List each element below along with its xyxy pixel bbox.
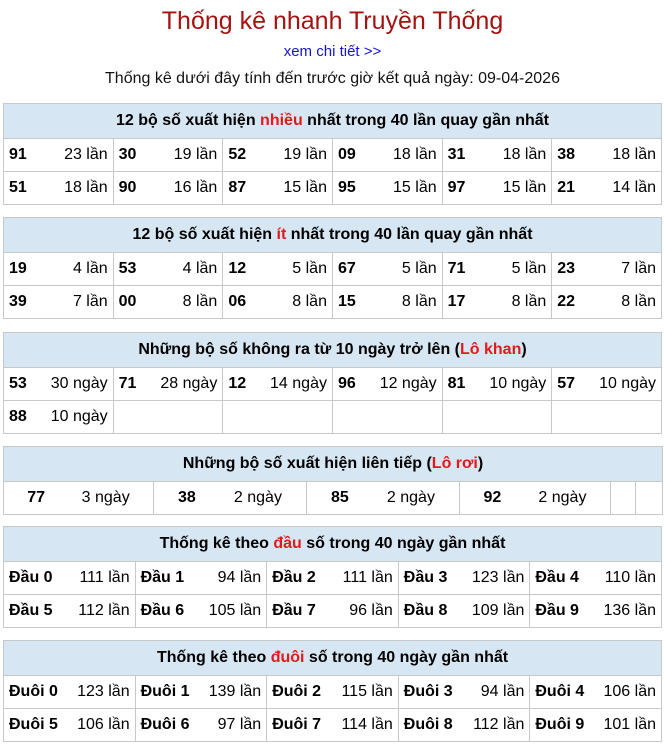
table-row xyxy=(4,286,662,319)
stat-cell xyxy=(552,253,662,286)
number-value: 00 xyxy=(118,293,137,310)
number-value: 77 xyxy=(27,489,46,506)
count-value: 5 lần xyxy=(292,260,327,277)
number-value: Đầu 9 xyxy=(535,602,579,619)
count-value: 5 lần xyxy=(511,260,547,277)
stat-cell xyxy=(552,401,662,434)
count-value: 111 lần xyxy=(342,569,393,586)
count-value: 106 lần xyxy=(603,683,656,700)
count-value: 18 lần xyxy=(393,146,437,163)
count-value: 136 lần xyxy=(603,602,656,619)
lo-roi-table xyxy=(3,446,663,515)
number-value: 96 xyxy=(337,375,356,392)
stat-cell xyxy=(530,676,662,709)
stat-cell xyxy=(398,595,530,628)
count-value: 94 lần xyxy=(217,569,262,586)
stat-cell xyxy=(552,139,662,172)
heading-text: 12 bộ số xuất hiện xyxy=(116,112,261,129)
count-value: 115 lần xyxy=(341,683,393,700)
number-value: 21 xyxy=(557,179,576,196)
stat-cell xyxy=(442,286,552,319)
heading-highlight: ít xyxy=(276,226,287,243)
lo-roi-heading xyxy=(4,447,663,482)
stat-cell xyxy=(223,172,333,205)
count-value: 111 lần xyxy=(79,569,130,586)
stat-cell xyxy=(267,676,399,709)
count-value: 123 lần xyxy=(471,569,525,586)
number-value: 06 xyxy=(228,293,247,310)
number-value: Đuôi 4 xyxy=(535,683,585,700)
stat-cell xyxy=(223,286,333,319)
heading-text: Những bộ số xuất hiện liên tiếp ( xyxy=(182,455,432,472)
stat-cell xyxy=(135,595,267,628)
stat-cell xyxy=(267,709,399,742)
count-value: 18 lần xyxy=(612,146,656,163)
table-row xyxy=(4,172,662,205)
duoi-heading xyxy=(4,641,662,676)
count-value: 8 lần xyxy=(401,293,437,310)
table-row xyxy=(4,562,662,595)
heading-highlight: đầu xyxy=(273,535,302,552)
count-value: 15 lần xyxy=(283,179,327,196)
number-value: 12 xyxy=(228,260,247,277)
stat-cell xyxy=(4,401,114,434)
number-value: 53 xyxy=(9,375,27,392)
count-value: 105 lần xyxy=(208,602,262,619)
most-frequent-heading xyxy=(4,104,662,139)
number-value: 31 xyxy=(447,146,466,163)
number-value: Đầu 1 xyxy=(140,569,185,586)
lo-khan-body xyxy=(4,368,662,434)
number-value: Đầu 2 xyxy=(272,569,316,586)
number-value: 81 xyxy=(447,375,466,392)
heading-text: số trong 40 ngày gần nhất xyxy=(301,535,506,552)
stat-cell xyxy=(135,676,267,709)
lo-roi-cell xyxy=(460,482,611,515)
number-value: Đầu 5 xyxy=(9,602,53,619)
number-value: 30 xyxy=(118,146,137,163)
count-value: 19 lần xyxy=(173,146,218,163)
count-value: 110 lần xyxy=(604,569,656,586)
stat-cell xyxy=(332,139,442,172)
heading-text: ) xyxy=(521,341,527,358)
number-value: Đuôi 8 xyxy=(403,716,453,733)
number-value: 22 xyxy=(557,293,576,310)
dau-body xyxy=(4,562,662,628)
count-value: 10 ngày xyxy=(489,375,547,392)
number-value: Đầu 6 xyxy=(140,602,185,619)
number-value: 12 xyxy=(228,375,247,392)
count-value: 7 lần xyxy=(72,293,108,310)
number-value: Đầu 7 xyxy=(272,602,316,619)
number-value: 51 xyxy=(9,179,27,196)
count-value: 15 lần xyxy=(393,179,437,196)
stat-cell xyxy=(332,286,442,319)
number-value: 91 xyxy=(9,146,27,163)
count-value: 2 ngày xyxy=(538,489,587,506)
stat-cell xyxy=(223,139,333,172)
count-value: 16 lần xyxy=(173,179,218,196)
count-value: 30 ngày xyxy=(50,375,108,392)
least-frequent-body xyxy=(4,253,662,319)
count-value: 8 lần xyxy=(182,293,218,310)
count-value: 15 lần xyxy=(502,179,547,196)
number-value: Đuôi 6 xyxy=(140,716,190,733)
number-value: Đầu 0 xyxy=(9,569,53,586)
stat-cell xyxy=(4,595,136,628)
count-value: 4 lần xyxy=(72,260,108,277)
count-value: 14 lần xyxy=(612,179,656,196)
heading-highlight: đuôi xyxy=(270,649,305,666)
table-row xyxy=(4,139,662,172)
count-value: 114 lần xyxy=(341,716,393,733)
stat-cell xyxy=(552,286,662,319)
number-value: 17 xyxy=(447,293,466,310)
table-row xyxy=(4,676,662,709)
count-value: 19 lần xyxy=(283,146,327,163)
number-value: 85 xyxy=(331,489,349,506)
stat-cell xyxy=(552,368,662,401)
stat-cell xyxy=(442,401,552,434)
stat-cell xyxy=(113,172,223,205)
stat-cell xyxy=(332,253,442,286)
lo-roi-cell xyxy=(4,482,154,515)
stat-cell xyxy=(398,709,530,742)
number-value: Đuôi 7 xyxy=(272,716,322,733)
number-value: 19 xyxy=(9,260,27,277)
stat-cell xyxy=(530,595,662,628)
page-title: Thống kê nhanh Truyền Thống xyxy=(161,7,504,35)
number-value: Đuôi 3 xyxy=(403,683,453,700)
stat-cell xyxy=(4,368,114,401)
heading-highlight: Lô khan xyxy=(460,341,522,358)
count-value: 109 lần xyxy=(471,602,525,619)
stat-cell xyxy=(552,172,662,205)
heading-highlight: Lô rơi xyxy=(431,455,478,472)
count-value: 10 ngày xyxy=(599,375,656,392)
stat-cell xyxy=(113,368,223,401)
number-value: 67 xyxy=(337,260,356,277)
heading-text: ) xyxy=(477,455,484,472)
number-value: Đuôi 2 xyxy=(272,683,322,700)
count-value: 112 lần xyxy=(78,602,130,619)
count-value: 8 lần xyxy=(621,293,656,310)
stat-cell xyxy=(442,368,552,401)
count-value: 112 lần xyxy=(473,716,525,733)
least-frequent-heading xyxy=(4,218,662,253)
duoi-table xyxy=(3,640,662,742)
stat-cell xyxy=(398,676,530,709)
stat-cell xyxy=(4,253,114,286)
count-value: 94 lần xyxy=(480,683,525,700)
number-value: 23 xyxy=(557,260,576,277)
number-value: 09 xyxy=(337,146,356,163)
stat-cell xyxy=(442,253,552,286)
lo-khan-heading xyxy=(4,333,662,368)
stat-cell xyxy=(332,368,442,401)
lo-khan-table xyxy=(3,332,662,434)
count-value: 8 lần xyxy=(292,293,327,310)
stat-cell xyxy=(4,172,114,205)
count-value: 3 ngày xyxy=(81,489,130,506)
stat-cell xyxy=(135,562,267,595)
number-value: 92 xyxy=(483,489,502,506)
stat-cell xyxy=(135,709,267,742)
count-value: 7 lần xyxy=(621,260,656,277)
count-value: 96 lần xyxy=(349,602,393,619)
number-value: 38 xyxy=(557,146,576,163)
stat-cell xyxy=(442,172,552,205)
stat-cell xyxy=(4,286,114,319)
count-value: 18 lần xyxy=(64,179,108,196)
stat-cell xyxy=(113,253,223,286)
most-frequent-body xyxy=(4,139,662,205)
number-value: Đầu 3 xyxy=(403,569,448,586)
heading-text: Thống kê theo xyxy=(159,535,274,552)
table-row xyxy=(4,709,662,742)
count-value: 139 lần xyxy=(208,683,262,700)
stat-cell xyxy=(4,676,136,709)
number-value: 88 xyxy=(9,408,27,425)
table-row xyxy=(4,595,662,628)
count-value: 10 ngày xyxy=(50,408,108,425)
dau-heading xyxy=(4,527,662,562)
least-frequent-table xyxy=(3,217,662,319)
heading-text: nhất trong 40 lần quay gần nhất xyxy=(302,112,549,129)
stat-cell xyxy=(4,562,136,595)
stat-cell xyxy=(113,139,223,172)
stat-cell xyxy=(530,562,662,595)
number-value: 71 xyxy=(118,375,137,392)
lo-roi-cell xyxy=(307,482,460,515)
stat-cell xyxy=(4,139,114,172)
stat-cell xyxy=(113,401,223,434)
stat-cell xyxy=(332,172,442,205)
heading-text: nhất trong 40 lần quay gần nhất xyxy=(286,226,533,243)
count-value: 14 ngày xyxy=(270,375,327,392)
stat-cell xyxy=(113,286,223,319)
count-value: 106 lần xyxy=(77,716,130,733)
table-row xyxy=(4,401,662,434)
heading-text: Những bộ số không ra từ 10 ngày trở lên ( xyxy=(138,341,460,358)
stat-cell xyxy=(223,368,333,401)
heading-text: 12 bộ số xuất hiện xyxy=(132,226,277,243)
number-value: Đuôi 9 xyxy=(535,716,585,733)
stat-cell xyxy=(398,562,530,595)
count-value: 4 lần xyxy=(182,260,218,277)
number-value: 90 xyxy=(118,179,137,196)
number-value: Đầu 8 xyxy=(403,602,448,619)
count-value: 2 ngày xyxy=(386,489,435,506)
empty-cell xyxy=(636,482,663,515)
number-value: Đuôi 0 xyxy=(9,683,58,700)
stat-cell xyxy=(267,562,399,595)
stat-cell xyxy=(4,709,136,742)
count-value: 5 lần xyxy=(401,260,437,277)
count-value: 28 ngày xyxy=(160,375,218,392)
empty-cell xyxy=(611,482,636,515)
heading-text: Thống kê theo xyxy=(156,649,271,666)
count-value: 123 lần xyxy=(77,683,130,700)
most-frequent-table xyxy=(3,103,662,205)
count-value: 8 lần xyxy=(511,293,547,310)
duoi-body xyxy=(4,676,662,742)
lo-roi-row xyxy=(4,482,663,515)
number-value: 97 xyxy=(447,179,466,196)
heading-text: số trong 40 ngày gần nhất xyxy=(304,649,509,666)
count-value: 97 lần xyxy=(217,716,262,733)
stat-cell xyxy=(332,401,442,434)
number-value: 95 xyxy=(337,179,356,196)
number-value: 52 xyxy=(228,146,247,163)
number-value: 15 xyxy=(337,293,356,310)
number-value: 39 xyxy=(9,293,27,310)
heading-highlight: nhiều xyxy=(260,112,303,129)
count-value: 2 ngày xyxy=(233,489,282,506)
count-value: 18 lần xyxy=(502,146,547,163)
table-row xyxy=(4,253,662,286)
number-value: 53 xyxy=(118,260,137,277)
dau-table xyxy=(3,526,662,628)
count-value: 12 ngày xyxy=(379,375,437,392)
lo-roi-cell xyxy=(154,482,307,515)
number-value: 57 xyxy=(557,375,576,392)
stat-cell xyxy=(223,401,333,434)
stat-cell xyxy=(442,139,552,172)
view-detail-link[interactable]: xem chi tiết >> xyxy=(283,43,382,60)
stat-cell xyxy=(223,253,333,286)
number-value: 38 xyxy=(178,489,196,506)
number-value: Đuôi 1 xyxy=(140,683,190,700)
page-subtitle: Thống kê dưới đây tính đến trước giờ kết quả ngày: 09-04-2026 xyxy=(105,70,560,87)
table-row xyxy=(4,368,662,401)
stat-cell xyxy=(530,709,662,742)
number-value: 71 xyxy=(447,260,466,277)
count-value: 101 lần xyxy=(603,716,656,733)
stat-cell xyxy=(267,595,399,628)
number-value: 87 xyxy=(228,179,247,196)
count-value: 23 lần xyxy=(64,146,108,163)
number-value: Đầu 4 xyxy=(535,569,579,586)
number-value: Đuôi 5 xyxy=(9,716,58,733)
